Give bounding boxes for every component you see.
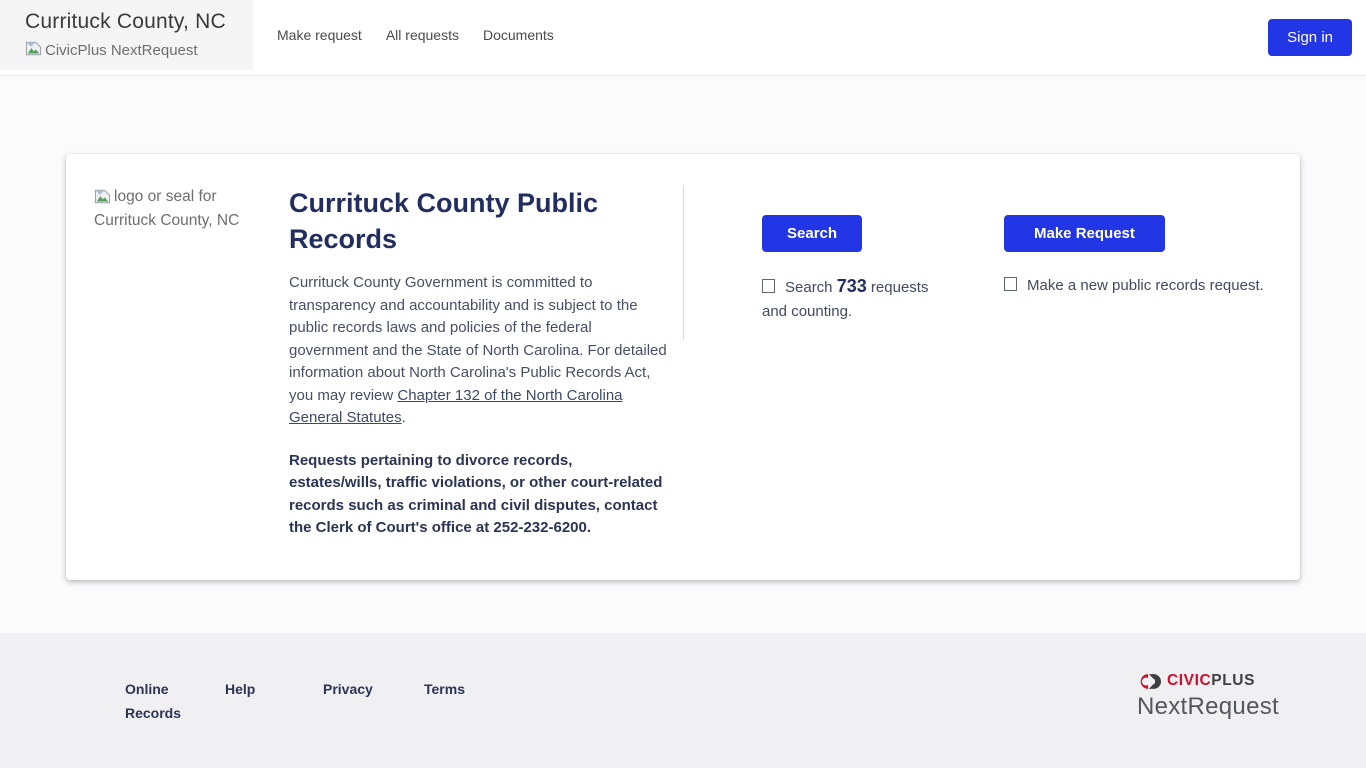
civicplus-plus-text: PLUS	[1211, 672, 1256, 689]
page-footer	[0, 633, 1366, 768]
page-header	[0, 0, 1366, 76]
page-title: Currituck County Public Records	[289, 188, 599, 254]
broken-image-icon	[94, 189, 111, 204]
top-nav	[265, 0, 566, 43]
search-button[interactable]: Search	[762, 215, 862, 252]
statutes-link[interactable]: Chapter 132 of the North Carolina General Statutes	[289, 386, 623, 426]
make-request-caption-text: Make a new public records request.	[1027, 277, 1264, 294]
civicplus-wordmark	[1167, 672, 1255, 690]
nav-documents[interactable]: Documents	[482, 27, 554, 43]
broken-image-icon	[25, 41, 42, 60]
brand-home-link[interactable]	[0, 0, 253, 70]
civicplus-civic-text: CIVIC	[1166, 672, 1212, 689]
nav-all-requests[interactable]: All requests	[385, 27, 459, 43]
court-records-notice: Requests pertaining to divorce records, estates/wills, traffic violations, or other court-related records such as criminal and civil disputes, contact the Clerk of Court's office at 252-232-6200.	[289, 451, 663, 536]
search-caption	[762, 274, 957, 324]
search-caption-before: Search	[785, 279, 837, 296]
public-records-card	[66, 154, 1300, 580]
footer-privacy-link[interactable]: Privacy	[323, 681, 373, 697]
civicplus-logo-row	[1137, 672, 1279, 690]
search-caption-after: requests and counting.	[762, 279, 929, 320]
card-text-column	[289, 185, 669, 540]
footer-online-records-link[interactable]: Online Records	[125, 681, 182, 721]
nav-make-request[interactable]: Make request	[277, 27, 362, 43]
county-seal-image-broken	[94, 185, 264, 233]
search-action-group	[762, 215, 957, 324]
make-request-caption	[1004, 274, 1264, 298]
footer-help-link[interactable]: Help	[225, 681, 256, 697]
nextrequest-product-name: NextRequest	[1136, 693, 1279, 720]
civicplus-cp-monogram-icon	[1137, 673, 1161, 690]
footer-links	[125, 677, 465, 725]
make-request-missing-glyph-icon	[1004, 277, 1017, 291]
intro-text-before-link: Currituck County Government is committed to transparency and accountability and is subject to the public records laws and policies of the federal government and the State of North Carolina. For detailed information about North Carolina's Public Records Act, you may review	[289, 274, 667, 404]
main-content	[0, 76, 1366, 633]
intro-paragraph	[289, 272, 669, 430]
sign-in-button[interactable]: Sign in	[1268, 19, 1352, 56]
intro-text-after-link: .	[401, 409, 406, 426]
civicplus-footer-brand	[1137, 672, 1279, 721]
civicplus-logo-image-broken	[25, 41, 198, 60]
actions-panel	[684, 185, 1264, 324]
make-request-action-group	[1004, 215, 1264, 324]
county-seal-alt-text: logo or seal for Currituck County, NC	[94, 188, 240, 229]
make-request-button[interactable]: Make Request	[1004, 215, 1165, 252]
civicplus-logo-alt-text: CivicPlus NextRequest	[45, 42, 198, 59]
site-title: Currituck County, NC	[25, 10, 226, 33]
footer-terms-link[interactable]: Terms	[424, 681, 465, 697]
search-missing-glyph-icon	[762, 279, 775, 293]
request-count: 733	[836, 276, 867, 296]
